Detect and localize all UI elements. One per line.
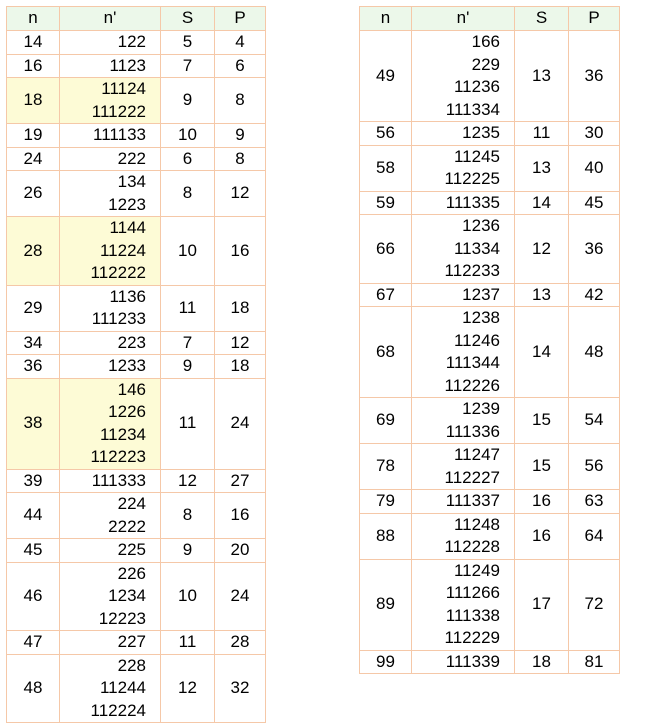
cell-s: 18 xyxy=(515,650,569,674)
cell-n: 78 xyxy=(360,444,412,490)
n-prime-value: 225 xyxy=(117,540,146,559)
n-prime-value: 2222 xyxy=(108,516,146,536)
cell-s: 11 xyxy=(515,122,569,146)
cell-n-prime xyxy=(60,331,161,355)
n-prime-value: 11247 xyxy=(453,445,500,464)
table-row xyxy=(7,147,266,171)
cell-n: 49 xyxy=(360,31,412,122)
right-table xyxy=(359,6,620,674)
cell-n-prime xyxy=(60,654,161,723)
table-row xyxy=(360,145,620,191)
table-row xyxy=(7,78,266,124)
cell-n: 67 xyxy=(360,283,412,307)
cell-n: 45 xyxy=(7,539,60,563)
cell-n: 99 xyxy=(360,650,412,674)
cell-n: 19 xyxy=(7,124,60,148)
cell-n-prime xyxy=(60,124,161,148)
n-prime-value: 222 xyxy=(117,148,146,168)
n-prime-value: 11334 xyxy=(453,238,500,258)
n-prime-value: 112223 xyxy=(90,447,146,466)
cell-n-prime xyxy=(412,398,515,444)
n-prime-value: 112233 xyxy=(444,261,500,280)
cell-s: 6 xyxy=(161,147,215,171)
cell-n: 88 xyxy=(360,513,412,559)
cell-n: 16 xyxy=(7,54,60,78)
cell-p: 9 xyxy=(215,124,266,148)
cell-n: 18 xyxy=(7,78,60,124)
cell-n: 44 xyxy=(7,493,60,539)
n-prime-value: 11246 xyxy=(453,330,500,350)
n-prime-value: 223 xyxy=(117,332,146,352)
n-prime-value: 112226 xyxy=(444,375,500,395)
cell-n-prime xyxy=(60,147,161,171)
n-prime-value: 226 xyxy=(117,563,146,583)
cell-s: 13 xyxy=(515,31,569,122)
cell-p: 63 xyxy=(569,490,620,514)
cell-n: 14 xyxy=(7,31,60,55)
cell-n: 47 xyxy=(7,631,60,655)
cell-p: 8 xyxy=(215,78,266,124)
cell-p: 6 xyxy=(215,54,266,78)
cell-n: 69 xyxy=(360,398,412,444)
table-row xyxy=(360,191,620,215)
cell-n-prime xyxy=(60,78,161,124)
table-row xyxy=(7,469,266,493)
cell-p: 16 xyxy=(215,493,266,539)
cell-n-prime xyxy=(412,191,515,215)
header-n-prime: n' xyxy=(60,7,161,31)
left-table xyxy=(6,6,266,723)
cell-n-prime xyxy=(412,513,515,559)
n-prime-value: 112225 xyxy=(444,169,500,188)
cell-p: 40 xyxy=(569,145,620,191)
n-prime-value: 11248 xyxy=(453,514,500,534)
cell-n-prime xyxy=(412,444,515,490)
cell-s: 10 xyxy=(161,562,215,631)
header-n: n xyxy=(360,7,412,31)
cell-n-prime xyxy=(60,539,161,563)
cell-p: 24 xyxy=(215,562,266,631)
cell-s: 16 xyxy=(515,490,569,514)
table-row xyxy=(7,539,266,563)
cell-s: 9 xyxy=(161,355,215,379)
cell-p: 24 xyxy=(215,378,266,469)
cell-p: 42 xyxy=(569,283,620,307)
cell-n-prime xyxy=(60,562,161,631)
n-prime-value: 11245 xyxy=(453,146,500,166)
cell-p: 28 xyxy=(215,631,266,655)
n-prime-value: 112229 xyxy=(444,628,500,647)
n-prime-value: 112222 xyxy=(90,263,146,282)
cell-s: 7 xyxy=(161,54,215,78)
cell-n: 34 xyxy=(7,331,60,355)
cell-n-prime xyxy=(60,631,161,655)
cell-n: 46 xyxy=(7,562,60,631)
n-prime-value: 111339 xyxy=(445,651,500,671)
cell-n: 26 xyxy=(7,171,60,217)
cell-s: 15 xyxy=(515,398,569,444)
cell-n-prime xyxy=(60,493,161,539)
cell-s: 11 xyxy=(161,631,215,655)
cell-n-prime xyxy=(60,31,161,55)
cell-n-prime xyxy=(412,490,515,514)
cell-n: 66 xyxy=(360,215,412,284)
table-row xyxy=(7,654,266,723)
cell-s: 9 xyxy=(161,78,215,124)
cell-p: 56 xyxy=(569,444,620,490)
cell-s: 10 xyxy=(161,217,215,286)
cell-n: 79 xyxy=(360,490,412,514)
n-prime-value: 1223 xyxy=(108,194,146,214)
cell-p: 8 xyxy=(215,147,266,171)
table-row xyxy=(360,283,620,307)
table-row xyxy=(360,398,620,444)
header-p: P xyxy=(569,7,620,31)
cell-n-prime xyxy=(60,54,161,78)
table-row xyxy=(7,54,266,78)
cell-n-prime xyxy=(412,31,515,122)
n-prime-value: 166 xyxy=(471,32,500,51)
n-prime-value: 1123 xyxy=(109,55,146,75)
cell-p: 12 xyxy=(215,171,266,217)
table-row xyxy=(360,650,620,674)
n-prime-value: 224 xyxy=(117,494,146,513)
n-prime-value: 112227 xyxy=(444,467,500,487)
n-prime-value: 1239 xyxy=(462,399,500,418)
cell-n-prime xyxy=(412,145,515,191)
cell-n-prime xyxy=(412,215,515,284)
header-row xyxy=(360,7,620,31)
header-s: S xyxy=(161,7,215,31)
n-prime-value: 111337 xyxy=(445,491,500,510)
n-prime-value: 11234 xyxy=(99,424,146,444)
n-prime-value: 1237 xyxy=(462,284,500,304)
cell-n-prime xyxy=(412,283,515,307)
n-prime-value: 134 xyxy=(117,172,146,191)
n-prime-value: 1236 xyxy=(462,216,500,235)
table-row xyxy=(360,31,620,122)
table-row xyxy=(7,331,266,355)
cell-s: 11 xyxy=(161,285,215,331)
n-prime-value: 1136 xyxy=(109,286,146,306)
cell-p: 4 xyxy=(215,31,266,55)
cell-n: 28 xyxy=(7,217,60,286)
cell-s: 14 xyxy=(515,191,569,215)
cell-s: 8 xyxy=(161,171,215,217)
table-row xyxy=(7,562,266,631)
n-prime-value: 11236 xyxy=(453,77,500,96)
cell-n: 58 xyxy=(360,145,412,191)
header-s: S xyxy=(515,7,569,31)
table-row xyxy=(360,513,620,559)
n-prime-value: 111333 xyxy=(91,470,146,490)
table-row xyxy=(360,307,620,398)
cell-s: 7 xyxy=(161,331,215,355)
cell-n: 38 xyxy=(7,378,60,469)
n-prime-value: 111344 xyxy=(445,353,500,372)
cell-s: 5 xyxy=(161,31,215,55)
cell-n: 39 xyxy=(7,469,60,493)
cell-p: 27 xyxy=(215,469,266,493)
n-prime-value: 111335 xyxy=(445,192,500,212)
cell-p: 18 xyxy=(215,355,266,379)
table-row xyxy=(360,490,620,514)
table-row xyxy=(7,124,266,148)
cell-n-prime xyxy=(412,559,515,650)
n-prime-value: 111266 xyxy=(445,583,500,602)
n-prime-value: 1144 xyxy=(109,218,146,237)
table-row xyxy=(360,122,620,146)
header-p: P xyxy=(215,7,266,31)
cell-n: 48 xyxy=(7,654,60,723)
n-prime-value: 111336 xyxy=(445,421,500,441)
cell-n-prime xyxy=(412,122,515,146)
n-prime-value: 111133 xyxy=(93,125,146,144)
n-prime-value: 11124 xyxy=(101,79,146,98)
header-n: n xyxy=(7,7,60,31)
n-prime-value: 122 xyxy=(117,32,146,51)
cell-p: 36 xyxy=(569,31,620,122)
table-row xyxy=(7,285,266,331)
cell-p: 64 xyxy=(569,513,620,559)
cell-p: 12 xyxy=(215,331,266,355)
cell-s: 8 xyxy=(161,493,215,539)
cell-p: 18 xyxy=(215,285,266,331)
cell-n-prime xyxy=(412,650,515,674)
right-table-body xyxy=(360,31,620,674)
cell-p: 30 xyxy=(569,122,620,146)
n-prime-value: 146 xyxy=(117,379,146,399)
cell-s: 15 xyxy=(515,444,569,490)
table-row xyxy=(7,378,266,469)
cell-s: 16 xyxy=(515,513,569,559)
table-row xyxy=(7,493,266,539)
n-prime-value: 111334 xyxy=(445,99,500,119)
cell-s: 10 xyxy=(161,124,215,148)
cell-n-prime xyxy=(60,355,161,379)
n-prime-value: 1234 xyxy=(108,586,146,605)
cell-n-prime xyxy=(60,378,161,469)
n-prime-value: 11224 xyxy=(99,240,146,260)
cell-s: 11 xyxy=(161,378,215,469)
cell-s: 13 xyxy=(515,145,569,191)
cell-n: 56 xyxy=(360,122,412,146)
cell-s: 14 xyxy=(515,307,569,398)
n-prime-value: 1233 xyxy=(108,356,146,375)
cell-s: 12 xyxy=(515,215,569,284)
n-prime-value: 1238 xyxy=(462,308,500,327)
n-prime-value: 11244 xyxy=(99,678,146,697)
header-n-prime: n' xyxy=(412,7,515,31)
n-prime-value: 111222 xyxy=(91,101,146,121)
cell-s: 17 xyxy=(515,559,569,650)
n-prime-value: 228 xyxy=(117,655,146,675)
cell-n: 36 xyxy=(7,355,60,379)
n-prime-value: 111338 xyxy=(445,605,500,625)
cell-n-prime xyxy=(60,217,161,286)
cell-n: 59 xyxy=(360,191,412,215)
cell-p: 20 xyxy=(215,539,266,563)
cell-p: 45 xyxy=(569,191,620,215)
cell-n: 29 xyxy=(7,285,60,331)
cell-n: 89 xyxy=(360,559,412,650)
n-prime-value: 112228 xyxy=(444,537,500,556)
cell-n: 24 xyxy=(7,147,60,171)
left-table-body xyxy=(7,31,266,723)
cell-n-prime xyxy=(412,307,515,398)
n-prime-value: 112224 xyxy=(90,700,146,720)
cell-p: 81 xyxy=(569,650,620,674)
n-prime-value: 227 xyxy=(117,632,146,651)
table-row xyxy=(7,31,266,55)
cell-p: 48 xyxy=(569,307,620,398)
n-prime-value: 229 xyxy=(471,54,500,74)
cell-n: 68 xyxy=(360,307,412,398)
cell-p: 16 xyxy=(215,217,266,286)
n-prime-value: 11249 xyxy=(453,560,500,580)
n-prime-value: 1235 xyxy=(462,123,500,142)
cell-p: 32 xyxy=(215,654,266,723)
table-row xyxy=(7,355,266,379)
cell-n-prime xyxy=(60,469,161,493)
n-prime-value: 12223 xyxy=(98,608,146,628)
table-row xyxy=(360,559,620,650)
table-row xyxy=(7,631,266,655)
n-prime-value: 111233 xyxy=(91,309,146,328)
cell-p: 54 xyxy=(569,398,620,444)
table-row xyxy=(360,215,620,284)
cell-s: 9 xyxy=(161,539,215,563)
n-prime-value: 1226 xyxy=(108,402,146,421)
cell-p: 72 xyxy=(569,559,620,650)
table-row xyxy=(360,444,620,490)
cell-p: 36 xyxy=(569,215,620,284)
cell-n-prime xyxy=(60,285,161,331)
header-row xyxy=(7,7,266,31)
table-row xyxy=(7,217,266,286)
cell-s: 12 xyxy=(161,469,215,493)
cell-n-prime xyxy=(60,171,161,217)
cell-s: 12 xyxy=(161,654,215,723)
table-row xyxy=(7,171,266,217)
cell-s: 13 xyxy=(515,283,569,307)
